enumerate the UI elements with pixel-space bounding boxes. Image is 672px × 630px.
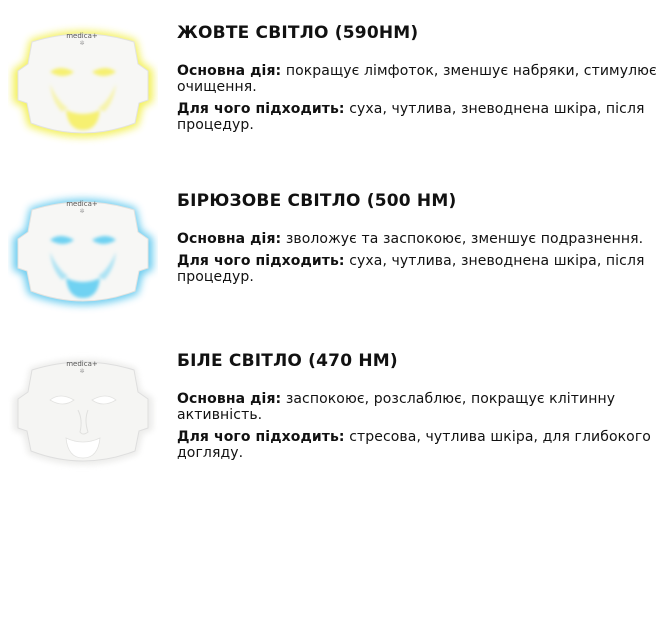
led-mask-yellow-image bbox=[8, 22, 158, 147]
light-section-text bbox=[177, 22, 657, 139]
light-section-white bbox=[0, 350, 672, 490]
led-mask-turquoise-image bbox=[8, 190, 158, 315]
main-action-label: Основна дія: bbox=[177, 63, 282, 79]
light-section-text bbox=[177, 190, 657, 291]
suitable-for-label: Для чого підходить: bbox=[177, 101, 345, 117]
main-action-text: зволожує та заспокоює, зменшує подразнення. bbox=[285, 231, 644, 247]
light-section-turquoise bbox=[0, 190, 672, 330]
suitable-for bbox=[177, 101, 657, 133]
main-action-label: Основна дія: bbox=[177, 231, 282, 247]
svg-text:✲: ✲ bbox=[79, 368, 85, 375]
mask-icon bbox=[8, 190, 158, 315]
suitable-for bbox=[177, 253, 657, 285]
suitable-for-text: суха, чутлива, зневоднена шкіра, після процедур. bbox=[177, 253, 645, 285]
section-title: ЖОВТЕ СВІТЛО (590НМ) bbox=[177, 23, 419, 43]
main-action bbox=[177, 63, 657, 95]
main-action bbox=[177, 231, 657, 247]
main-action-label: Основна дія: bbox=[177, 391, 282, 407]
mask-icon bbox=[8, 350, 158, 475]
light-section-text bbox=[177, 350, 657, 467]
main-action-text: заспокоює, розслаблює, покращує клітинну активність. bbox=[177, 391, 616, 423]
mask-icon bbox=[8, 22, 158, 147]
suitable-for bbox=[177, 429, 657, 461]
mask-brand-label: medica+ bbox=[66, 200, 98, 208]
svg-text:✲: ✲ bbox=[79, 40, 85, 47]
svg-text:✲: ✲ bbox=[79, 208, 85, 215]
main-action bbox=[177, 391, 657, 423]
suitable-for-text: стресова, чутлива шкіра, для глибокого догляду. bbox=[177, 429, 651, 461]
suitable-for-label: Для чого підходить: bbox=[177, 429, 345, 445]
section-title: БІРЮЗОВЕ СВІТЛО (500 НМ) bbox=[177, 191, 457, 211]
section-title: БІЛЕ СВІТЛО (470 НМ) bbox=[177, 351, 398, 371]
suitable-for-text: суха, чутлива, зневоднена шкіра, після процедур. bbox=[177, 101, 645, 133]
main-action-text: покращує лімфоток, зменшує набряки, стимулює очищення. bbox=[177, 63, 657, 95]
mask-brand-label: medica+ bbox=[66, 32, 98, 40]
mask-brand-label: medica+ bbox=[66, 360, 98, 368]
suitable-for-label: Для чого підходить: bbox=[177, 253, 345, 269]
light-section-yellow bbox=[0, 22, 672, 162]
led-mask-white-image bbox=[8, 350, 158, 475]
